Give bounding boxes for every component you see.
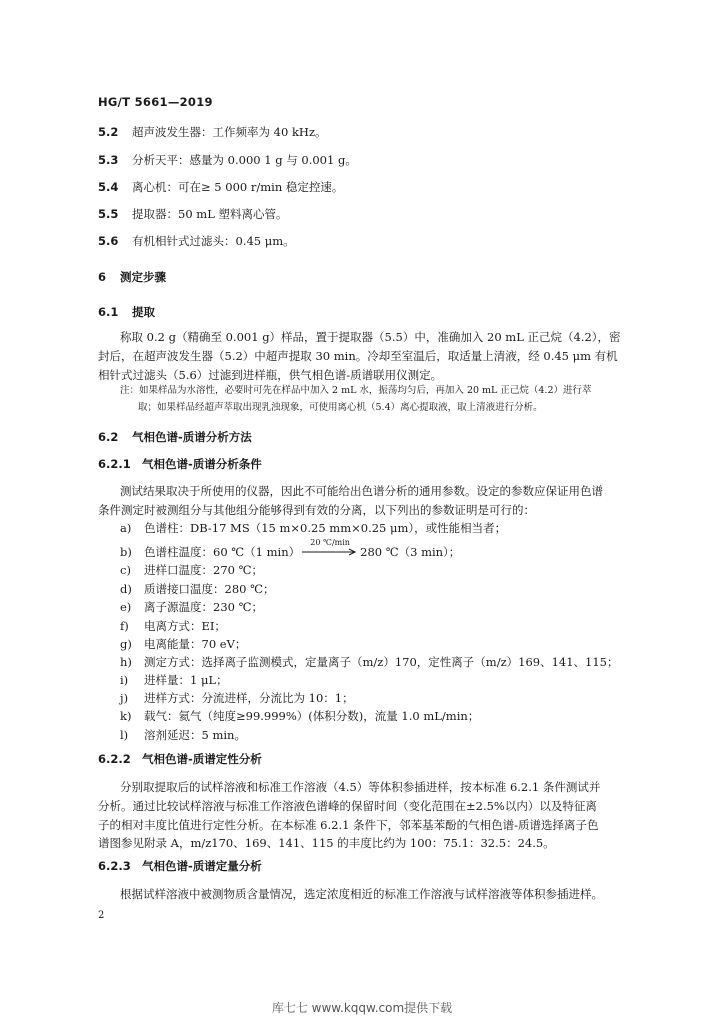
list-label: g)	[120, 637, 132, 651]
paragraph-line: 条件测定时被测组分与其他组分能够得到有效的分离，以下列出的参数证明是可行的：	[98, 503, 535, 517]
list-label: f)	[120, 619, 129, 633]
condition-text: 测定方式：选择离子监测模式，定量离子（m/z）170，定性离子（m/z）169、141、115；	[144, 655, 619, 669]
note-line: 注：如果样品为水溶性，必要时可先在样品中加入 2 mL 水，振荡均匀后，再加入 20 mL 正己烷（4.2）进行萃	[120, 385, 592, 396]
section-title: 气相色谱-质谱定量分析	[142, 859, 262, 873]
item-text: 离心机：可在≥ 5 000 r/min 稳定控速。	[132, 180, 344, 194]
condition-j	[120, 691, 354, 705]
list-label: i)	[120, 673, 129, 687]
condition-text: 溶剂延迟：5 min。	[144, 728, 246, 742]
condition-text: 载气：氦气（纯度≥99.999%）(体积分数)，流量 1.0 mL/min；	[144, 709, 480, 723]
section-6-2-heading	[98, 430, 252, 444]
condition-k	[120, 709, 479, 723]
standard-code: HG/T 5661—2019	[98, 95, 213, 109]
paragraph-line: 封后，在超声波发生器（5.2）中超声提取 30 min。冷却至室温后，取适量上清液，经 0.45 μm 有机	[98, 349, 618, 363]
item-5-2	[98, 125, 327, 139]
condition-text: 进样量：1 μL；	[144, 673, 228, 687]
item-number: 5.3	[98, 153, 119, 167]
temperature-ramp-arrow	[302, 538, 358, 559]
item-5-3	[98, 153, 357, 167]
right-arrow-icon	[302, 547, 358, 557]
section-title: 提取	[132, 305, 155, 319]
list-label: d)	[120, 582, 132, 596]
item-number: 5.4	[98, 180, 119, 194]
list-label: e)	[120, 600, 132, 614]
condition-g	[120, 637, 246, 651]
section-number: 6.2.3	[98, 859, 131, 873]
item-text: 有机相针式过滤头：0.45 μm。	[132, 234, 295, 248]
item-5-5	[98, 207, 288, 221]
condition-text: 色谱柱：DB-17 MS（15 m×0.25 mm×0.25 μm），或性能相当者；	[144, 521, 507, 535]
section-6-2-1-heading	[98, 457, 262, 471]
list-label: a)	[120, 521, 132, 535]
condition-i	[120, 673, 228, 687]
paragraph-line: 根据试样溶液中被测物质含量情况，选定浓度相近的标准工作溶液与试样溶液等体积参插进样。	[120, 887, 603, 901]
ramp-rate-label: 20 ℃/min	[310, 538, 350, 547]
condition-text: 质谱接口温度：280 ℃；	[144, 582, 275, 596]
section-title: 气相色谱-质谱定性分析	[142, 752, 262, 766]
item-5-6	[98, 234, 295, 248]
list-label: b)	[120, 545, 132, 559]
condition-text: 色谱柱温度：60 ℃（1 min）	[144, 545, 301, 559]
section-number: 6.2.2	[98, 752, 131, 766]
section-6-2-3-heading	[98, 859, 262, 873]
condition-text: 进样方式：分流进样，分流比为 10：1；	[144, 691, 354, 705]
item-number: 5.5	[98, 207, 119, 221]
condition-h	[120, 655, 618, 669]
paragraph-line: 测试结果取决于所使用的仪器，因此不可能给出色谱分析的通用参数。设定的参数应保证用色谱	[120, 484, 603, 498]
note-line: 取；如果样品经超声萃取出现乳浊现象，可使用离心机（5.4）离心提取液，取上清液进行分析。	[138, 402, 543, 413]
paragraph-line: 分别取提取后的试样溶液和标准工作溶液（4.5）等体积参插进样，按本标准 6.2.1 条件测试并	[120, 780, 601, 794]
section-title: 气相色谱-质谱分析条件	[142, 457, 262, 471]
section-number: 6.2.1	[98, 457, 131, 471]
list-label: l)	[120, 728, 129, 742]
paragraph-line: 相针式过滤头（5.6）过滤到进样瓶，供气相色谱-质谱联用仪测定。	[98, 368, 443, 382]
condition-text: 离子源温度：230 ℃；	[144, 600, 263, 614]
section-title: 气相色谱-质谱分析方法	[132, 430, 252, 444]
condition-f	[120, 619, 226, 633]
section-6-1-heading	[98, 305, 155, 319]
condition-e	[120, 600, 263, 614]
condition-text: 电离方式：EI；	[144, 619, 226, 633]
section-number: 6	[98, 270, 107, 284]
paragraph-line: 谱图参见附录 A，m/z170、169、141、115 的丰度比约为 100：75.1：32.5：24.5。	[98, 836, 555, 850]
list-label: k)	[120, 709, 132, 723]
condition-c	[120, 563, 263, 577]
condition-text: 280 ℃（3 min）；	[360, 545, 461, 559]
paragraph-line: 称取 0.2 g（精确至 0.001 g）样品，置于提取器（5.5）中，准确加入 20 mL 正己烷（4.2），密	[120, 330, 621, 344]
item-number: 5.6	[98, 234, 119, 248]
section-6-2-2-heading	[98, 752, 262, 766]
paragraph-line: 子的相对丰度比值进行定性分析。在本标准 6.2.1 条件下，邻苯基苯酚的气相色谱-质谱选择离子色	[98, 818, 599, 832]
section-number: 6.2	[98, 430, 119, 444]
download-watermark: 库七七 www.kqqw.com提供下载	[271, 1001, 453, 1015]
page-number: 2	[98, 910, 105, 921]
item-number: 5.2	[98, 125, 119, 139]
list-label: j)	[120, 691, 129, 705]
item-text: 分析天平：感量为 0.000 1 g 与 0.001 g。	[132, 153, 357, 167]
condition-text: 进样口温度：270 ℃；	[144, 563, 263, 577]
section-6-heading	[98, 270, 166, 284]
item-text: 提取器：50 mL 塑料离心管。	[132, 207, 288, 221]
condition-d	[120, 582, 274, 596]
list-label: c)	[120, 563, 131, 577]
list-label: h)	[120, 655, 132, 669]
section-number: 6.1	[98, 305, 119, 319]
condition-l	[120, 728, 246, 742]
item-5-4	[98, 180, 343, 194]
paragraph-line: 分析。通过比较试样溶液与标准工作溶液色谱峰的保留时间（变化范围在±2.5%以内）以及特征离	[98, 799, 597, 813]
condition-b	[120, 538, 461, 559]
item-text: 超声波发生器：工作频率为 40 kHz。	[132, 125, 327, 139]
condition-a	[120, 521, 506, 535]
condition-text: 电离能量：70 eV；	[144, 637, 247, 651]
section-title: 测定步骤	[120, 270, 166, 284]
